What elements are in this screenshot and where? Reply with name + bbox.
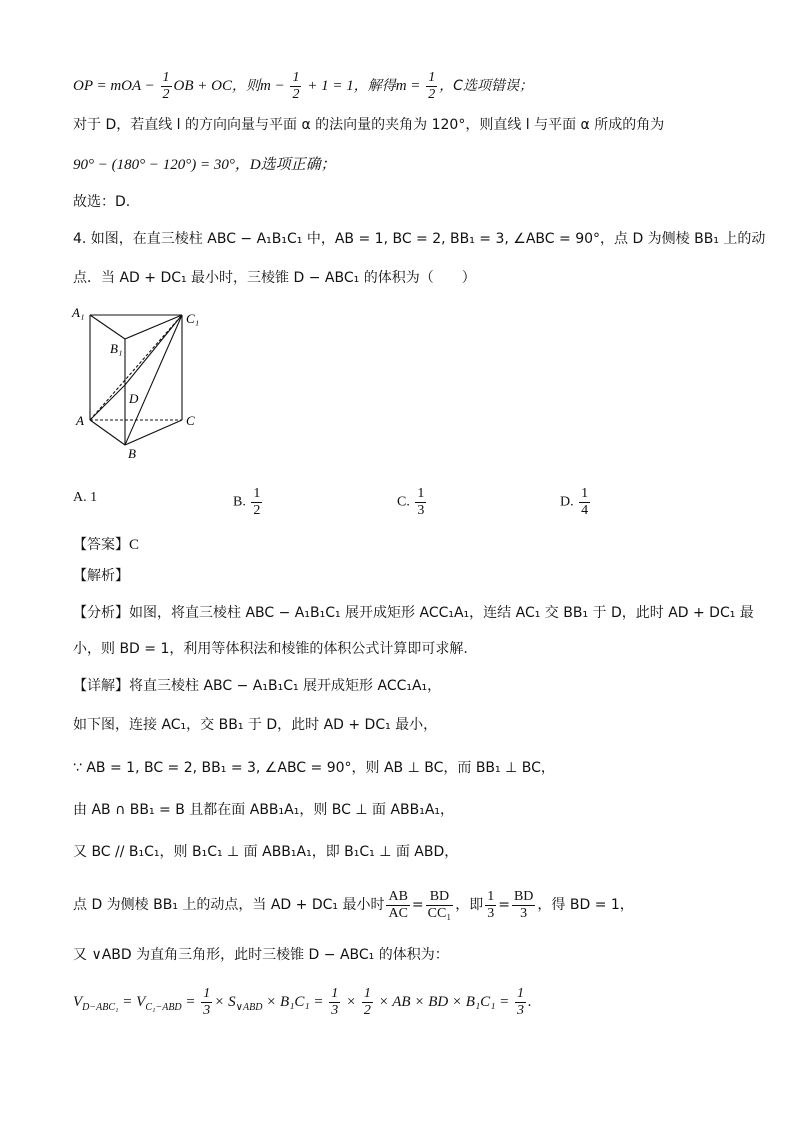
- fraction-half: $\frac{1}{2}$: [162, 70, 170, 102]
- detail-line6: 点 D 为侧棱 BB₁ 上的动点，当 AD + DC₁ 最小时 $\frac{AB}{AC}$ = $\frac{BD}{\text{CC₁}}$ ，即 $\frac{1}{3}$ = $\frac{BD}{3}$ ，得 BD = 1，: [73, 888, 634, 921]
- option-b: B. $\frac{1}{2}$: [233, 486, 261, 518]
- label-c: C: [186, 413, 195, 428]
- m-expr: m −: [260, 77, 289, 94]
- option-d: D. $\frac{1}{4}$: [560, 486, 589, 518]
- prism-figure: [70, 305, 210, 465]
- fraction-half-3: $\frac{1}{2}$: [428, 70, 436, 102]
- detail-line4: 由 AB ∩ BB₁ = B 且都在面 ABB₁A₁，则 BC ⊥ 面 ABB₁A₁，: [73, 802, 455, 818]
- line-choose-d: 故选：D.: [73, 194, 131, 210]
- detail-line7: 又 ∨ABD 为直角三角形，此时三棱锥 D − ABC₁ 的体积为：: [73, 947, 449, 963]
- m-result: m =: [395, 77, 425, 94]
- fraction-half-2: $\frac{1}{2}$: [292, 70, 300, 102]
- question-4-line1: 4. 如图，在直三棱柱 ABC − A₁B₁C₁ 中，AB = 1, BC = 2, BB₁ = 3, ∠ABC = 90°，点 D 为侧棱 BB₁ 上的动: [73, 231, 766, 247]
- analysis-line1: 【分析】如图，将直三棱柱 ABC − A₁B₁C₁ 展开成矩形 ACC₁A₁，连结 AC₁ 交 BB₁ 于 D，此时 AD + DC₁ 最: [73, 605, 754, 621]
- label-d: D: [129, 391, 139, 406]
- label-a1: A₁: [72, 305, 85, 320]
- analysis-tag: 【解析】: [73, 568, 129, 584]
- m-expr-end: + 1 = 1: [303, 77, 354, 94]
- answer-line: [73, 535, 139, 555]
- vector-equation-line: [73, 70, 533, 103]
- line-angle-calc: 90° − (180° − 120°) = 30°，D选项正确；: [73, 157, 336, 173]
- answer-value: C: [129, 537, 140, 553]
- vector-expr-part2: OB + OC: [173, 77, 232, 94]
- detail-line3: ∵ AB = 1, BC = 2, BB₁ = 3, ∠ABC = 90°，则 AB ⊥ BC，而 BB₁ ⊥ BC，: [73, 760, 555, 776]
- label-b1: B₁: [110, 341, 123, 356]
- label-a: A: [76, 413, 84, 428]
- question-4-line2: 点．当 AD + DC₁ 最小时，三棱锥 D − ABC₁ 的体积为（ ）: [73, 270, 476, 286]
- label-b: B: [128, 446, 136, 461]
- detail-line5: 又 BC // B₁C₁，则 B₁C₁ ⊥ 面 ABB₁A₁，即 B₁C₁ ⊥ 面 ABD，: [73, 844, 459, 860]
- vector-expr-part1: OP = mOA −: [73, 77, 159, 94]
- answer-tag: 【答案】: [73, 537, 129, 553]
- detail-line2: 如下图，连接 AC₁，交 BB₁ 于 D，此时 AD + DC₁ 最小，: [73, 717, 438, 733]
- detail-line1: 【详解】将直三棱柱 ABC − A₁B₁C₁ 展开成矩形 ACC₁A₁，: [73, 678, 442, 694]
- text-solve: ，解得: [353, 77, 396, 94]
- option-a: A. 1: [73, 490, 98, 505]
- option-c: C. $\frac{1}{3}$: [397, 486, 425, 518]
- text-then: ，则: [232, 77, 260, 94]
- line-option-d: 对于 D，若直线 l 的方向向量与平面 α 的法向量的夹角为 120°，则直线 l 与平面 α 所成的角为: [73, 117, 665, 133]
- option-c-wrong: ，C选项错误；: [439, 77, 533, 94]
- volume-formula: $V_{D-ABC_1} = V_{C_1-ABD}$ = $\frac{1}{3}$ × $S_{\vee ABD} \times B_1C_1$ = $\frac{1}{3}$ × $\frac{1}{2}$ × AB × BD × B₁C₁ = $\frac{1}{3}$ .: [73, 986, 532, 1019]
- analysis-line2: 小，则 BD = 1，利用等体积法和棱锥的体积公式计算即可求解.: [73, 641, 468, 657]
- label-c1: C₁: [186, 311, 200, 326]
